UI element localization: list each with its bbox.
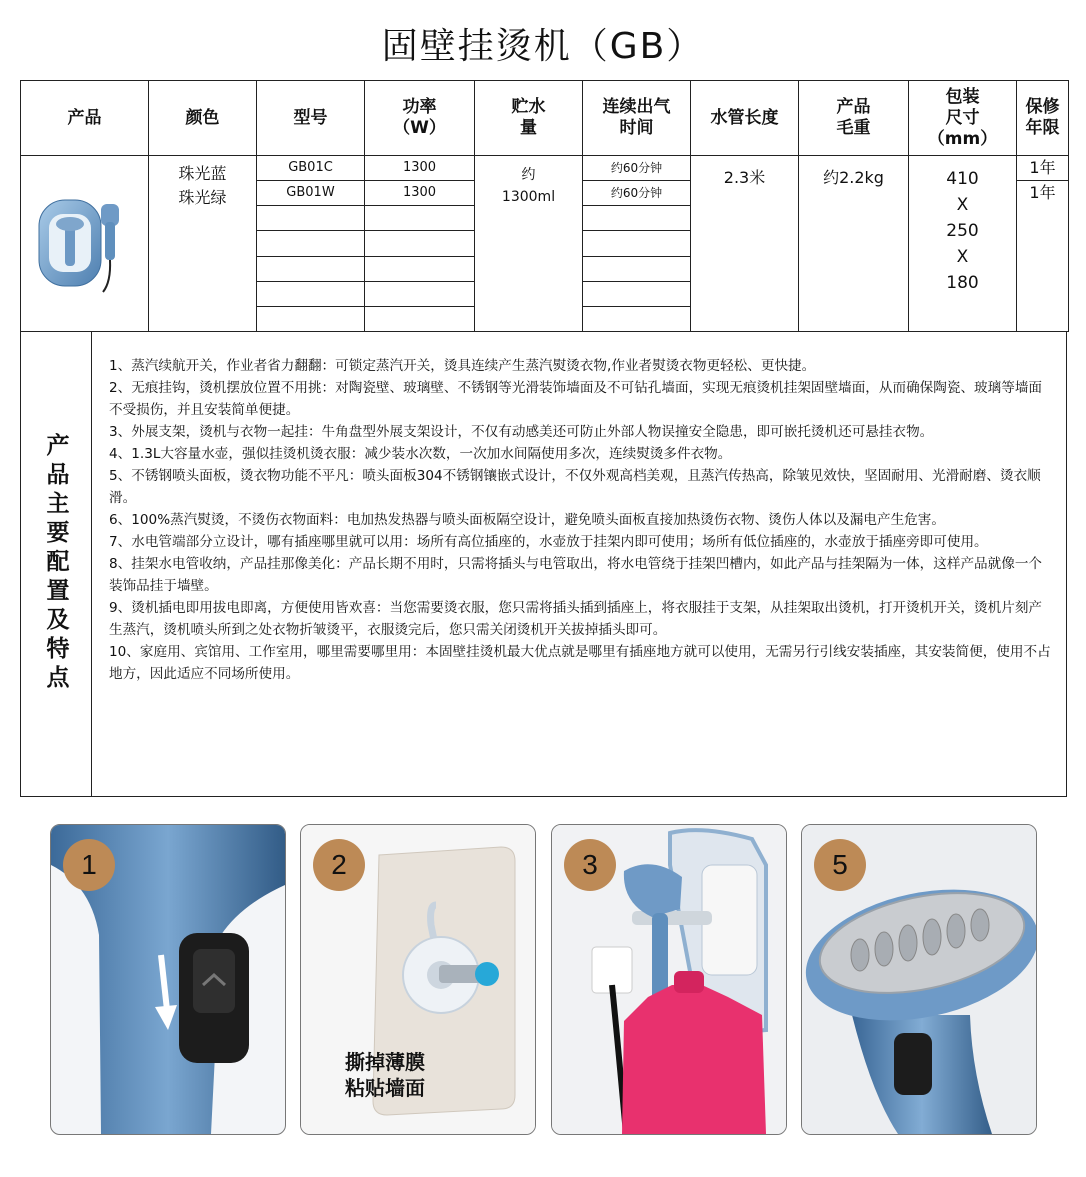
tank-value-line2: 1300ml [501, 189, 556, 205]
feature-item: 1、蒸汽续航开关，作业者省力翻翻：可锁定蒸汽开关，烫具连续产生蒸汽熨烫衣物,作业者熨烫衣物更轻松、更快捷。 [109, 358, 816, 374]
warranty-value: 1年 [1029, 183, 1056, 202]
hose-length-cell [691, 156, 799, 332]
header-gross-weight [799, 81, 909, 156]
step-badge: 3 [564, 839, 616, 891]
model-value [257, 306, 364, 331]
steam-time-value [583, 256, 690, 281]
features-section [20, 331, 1067, 797]
spec-table [20, 80, 1069, 332]
feature-item: 6、100%蒸汽熨烫，不烫伤衣物面料：电加热发热器与喷头面板隔空设计，避免喷头面板直接加热烫伤衣物、烫伤人体以及漏电产生危害。 [109, 512, 945, 528]
feature-item: 5、不锈钢喷头面板，烫衣物功能不平凡：喷头面板304不锈钢镶嵌式设计，不仅外观高档美观，且蒸汽传热高，除皱见效快，坚固耐用、光滑耐磨、烫衣顺滑。 [109, 468, 1041, 506]
model-cell [257, 156, 365, 332]
feature-item: 3、外展支架，烫机与衣物一起挂：牛角盘型外展支架设计，不仅有动感美还可防止外部人物误撞安全隐患，即可嵌托烫机还可悬挂衣物。 [109, 424, 934, 440]
step-badge: 1 [63, 839, 115, 891]
model-value [257, 256, 364, 281]
power-value [365, 306, 474, 331]
package-size-cell [909, 156, 1017, 332]
steam-time-value [583, 206, 690, 231]
steam-time-value [583, 306, 690, 331]
spec-data-row [21, 156, 1069, 332]
model-value [257, 281, 364, 306]
steam-time-value [583, 281, 690, 306]
photo-panel-adhesive-hook [300, 824, 536, 1135]
hose-length-value: 2.3米 [723, 168, 766, 187]
header-model: 型号 [257, 81, 365, 156]
header-warranty-label: 保修 年限 [1025, 97, 1060, 138]
header-tank-label: 贮水 量 [511, 97, 546, 138]
color-item: 珠光绿 [178, 188, 227, 207]
power-value [365, 206, 474, 231]
page-title: 固壁挂烫机（GB） [381, 26, 705, 67]
feature-item: 8、挂架水电管收纳，产品挂那像美化：产品长期不用时，只需将插头与电管取出，将水电管绕于挂架凹槽内，如此产品与挂架隔为一体，这样产品就像一个装饰品挂于墙壁。 [109, 556, 1043, 594]
header-power-label: 功率 （W） [393, 97, 446, 138]
model-list [257, 156, 364, 331]
warranty-cell [1017, 156, 1069, 332]
package-size-part: X [956, 247, 969, 267]
steam-time-value [583, 231, 690, 256]
features-side-label [21, 331, 92, 796]
step-badge: 2 [313, 839, 365, 891]
panel-caption: 撕掉薄膜 粘贴墙面 [345, 1050, 425, 1100]
steam-time-value: 约60分钟 [583, 181, 690, 206]
model-value [257, 231, 364, 256]
product-thumbnail [25, 182, 145, 302]
header-steam-time [583, 81, 691, 156]
photo-panel-nozzle-plate [801, 824, 1037, 1135]
power-value: 1300 [365, 181, 474, 206]
gross-weight-cell [799, 156, 909, 332]
feature-item: 2、无痕挂钩，烫机摆放位置不用挑：对陶瓷壁、玻璃壁、不锈钢等光滑装饰墙面及不可钻孔墙面，实现无痕烫机挂架固壁墙面，从而确保陶瓷、玻璃等墙面不受损伤，并且安装简单便捷。 [109, 380, 1043, 418]
header-power [365, 81, 475, 156]
feature-item: 9、烫机插电即用拔电即离，方便使用皆欢喜：当您需要烫衣服，您只需将插头插到插座上，将衣服挂于支架，从挂架取出烫机，打开烫机开关，烫机片刻产生蒸汽，烫机喷头所到之处衣物折皱烫平，衣服烫完后，您只需关闭烫机开关拔掉插头即可。 [109, 600, 1043, 638]
photo-panel-wall-stand [551, 824, 787, 1135]
package-size-part: X [956, 195, 969, 215]
header-package-size-label: 包装 尺寸 （mm） [927, 86, 998, 149]
package-size-part: 410 [946, 169, 979, 189]
color-cell [149, 156, 257, 332]
model-value: GB01W [257, 181, 364, 206]
model-value: GB01C [257, 156, 364, 181]
tank-value-line1: 约 [521, 167, 536, 183]
features-side-text: 产品主要配置及特点 [42, 433, 69, 694]
package-size-part: 250 [946, 221, 979, 241]
tank-cell [475, 156, 583, 332]
color-item: 珠光蓝 [178, 164, 227, 183]
power-value [365, 281, 474, 306]
header-hose-length: 水管长度 [691, 81, 799, 156]
steam-time-value: 约60分钟 [583, 156, 690, 181]
header-product: 产品 [21, 81, 149, 156]
feature-item: 10、家庭用、宾馆用、工作室用，哪里需要哪里用：本固壁挂烫机最大优点就是哪里有插座地方就可以使用，无需另行引线安装插座，其安装简便，使用不占地方，因此适应不同场所使用。 [109, 644, 1051, 682]
power-cell [365, 156, 475, 332]
header-steam-time-label: 连续出气 时间 [602, 97, 671, 138]
steam-time-list [583, 156, 690, 331]
package-size-part: 180 [946, 273, 979, 293]
warranty-value: 1年 [1017, 156, 1068, 181]
spec-header-row [21, 81, 1069, 156]
header-color: 颜色 [149, 81, 257, 156]
header-package-size [909, 81, 1017, 156]
power-list [365, 156, 474, 331]
photo-panel-handle-switch [50, 824, 286, 1135]
power-value [365, 231, 474, 256]
feature-item: 4、1.3L大容量水壶，强似挂烫机烫衣服：减少装水次数，一次加水间隔使用多次，连续熨烫多件衣物。 [109, 446, 732, 462]
model-value [257, 206, 364, 231]
steam-time-cell [583, 156, 691, 332]
step-badge: 5 [814, 839, 866, 891]
power-value [365, 256, 474, 281]
header-warranty [1017, 81, 1069, 156]
product-image-cell [21, 156, 149, 332]
header-tank [475, 81, 583, 156]
features-list [109, 355, 1054, 685]
feature-item: 7、水电管端部分立设计，哪有插座哪里就可以用：场所有高位插座的，水壶放于挂架内即可使用；场所有低位插座的，水壶放于插座旁即可使用。 [109, 534, 988, 550]
power-value: 1300 [365, 156, 474, 181]
gross-weight-value: 约2.2kg [823, 168, 884, 187]
header-gross-weight-label: 产品 毛重 [836, 97, 871, 138]
